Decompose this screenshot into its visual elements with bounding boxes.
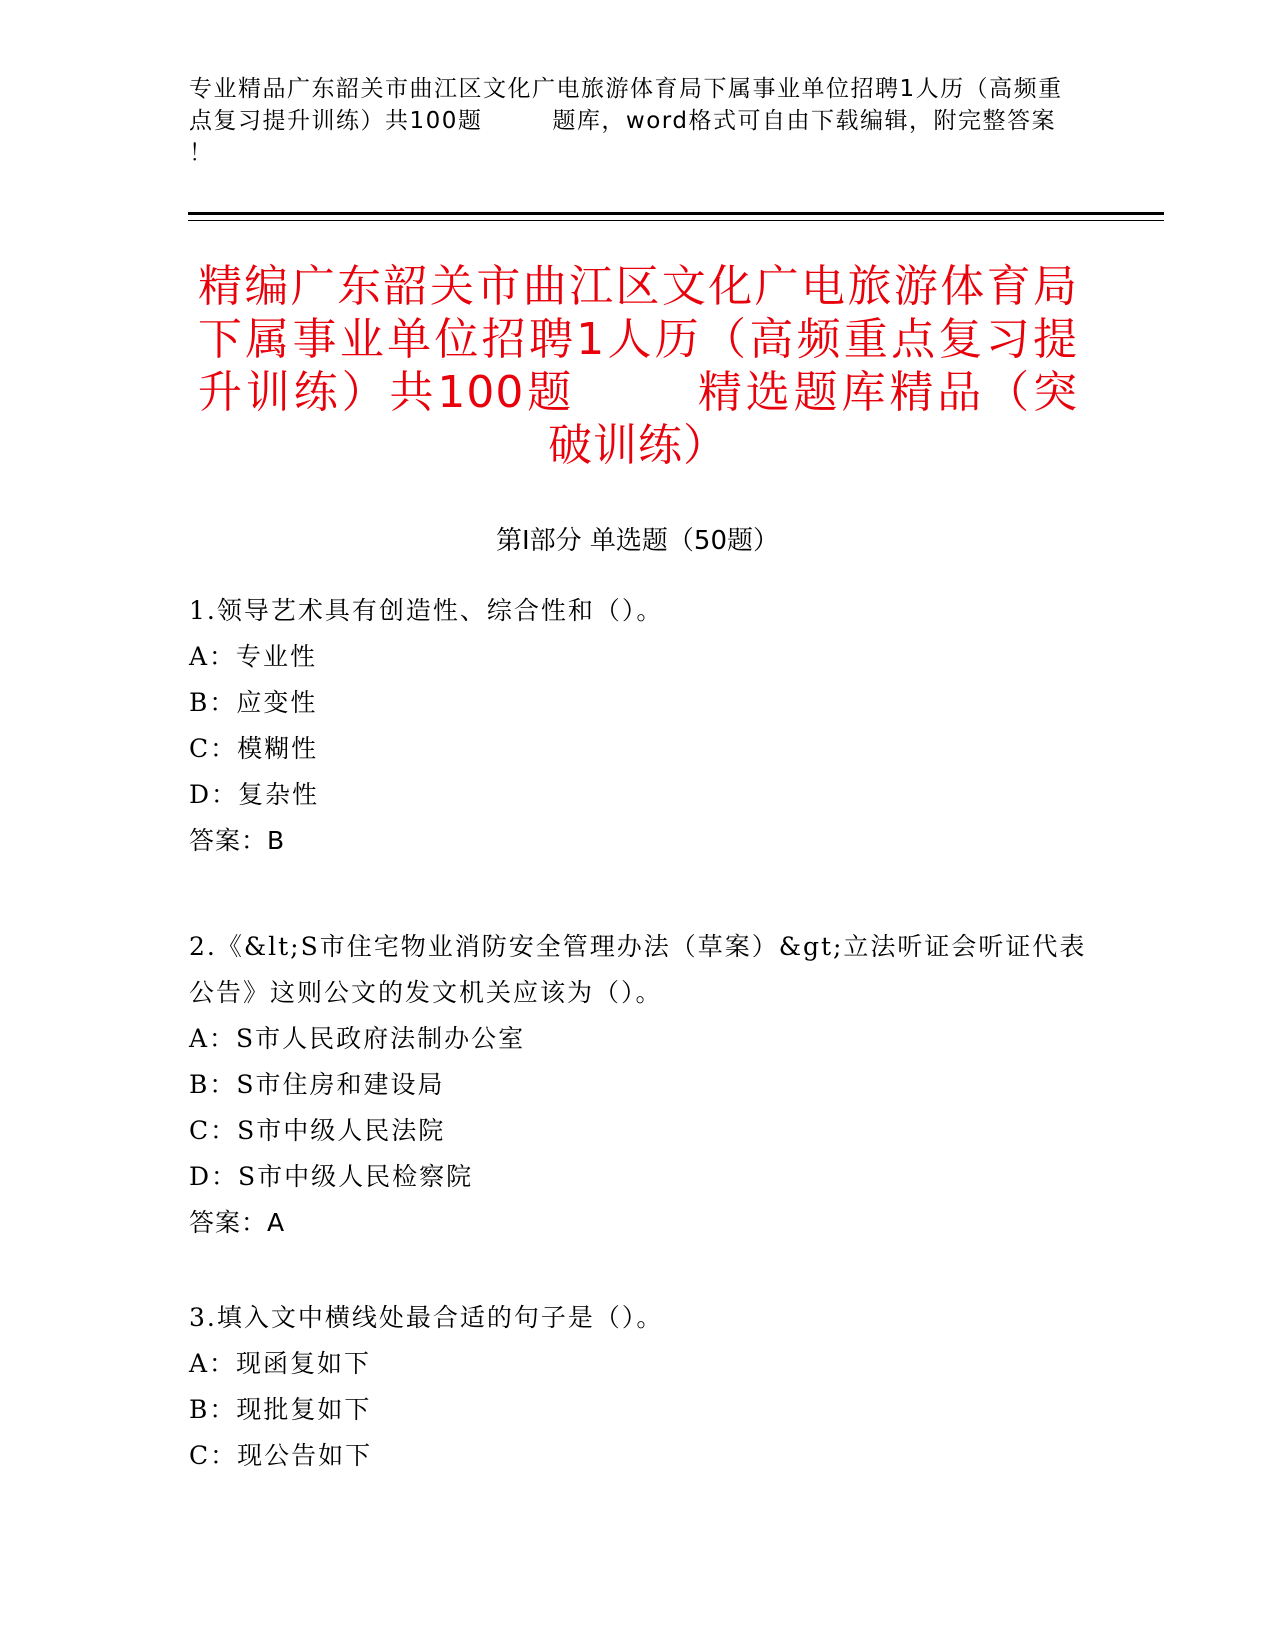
answer: 答案：B bbox=[189, 826, 286, 855]
question-stem: 3.填入文中横线处最合适的句子是（）。 bbox=[189, 1303, 664, 1332]
header-line-2a: 点复习提升训练）共100题 bbox=[189, 108, 483, 134]
option-c: C：模糊性 bbox=[189, 734, 319, 763]
title-part-2: 精选题库精品（突破训练） bbox=[548, 367, 1079, 471]
option-b: B：S市住房和建设局 bbox=[189, 1070, 445, 1099]
header-line-3: ！ bbox=[189, 140, 214, 166]
option-b: B：应变性 bbox=[189, 688, 318, 717]
option-c: C：S市中级人民法院 bbox=[189, 1116, 446, 1145]
option-b: B：现批复如下 bbox=[189, 1395, 372, 1424]
option-a: A：现函复如下 bbox=[189, 1349, 372, 1378]
option-a: A：专业性 bbox=[189, 642, 318, 671]
question-3 bbox=[189, 1295, 1089, 1479]
header-line-2b: 题库，word格式可自由下载编辑，附完整答案 bbox=[552, 108, 1056, 134]
section-heading: 第Ⅰ部分 单选题（50题） bbox=[495, 526, 780, 556]
option-a: A：S市人民政府法制办公室 bbox=[189, 1024, 526, 1053]
title-part-1: 精编广东韶关市曲江区文化广电旅游体育局下属事业单位招聘1人历（高频重点复习提升训练）共100题 bbox=[198, 261, 1078, 418]
question-stem: 1.领导艺术具有创造性、综合性和（）。 bbox=[189, 596, 664, 625]
page-header bbox=[189, 73, 1089, 169]
header-divider-thin bbox=[188, 220, 1164, 221]
question-stem: 2.《&lt;S市住宅物业消防安全管理办法（草案）&gt;立法听证会听证代表公告》这则公文的发文机关应该为（）。 bbox=[189, 932, 1087, 1007]
option-d: D：S市中级人民检察院 bbox=[189, 1162, 474, 1191]
header-divider-thick bbox=[188, 212, 1164, 215]
answer: 答案：A bbox=[189, 1208, 286, 1237]
question-1 bbox=[189, 588, 1089, 864]
header-line-1: 专业精品广东韶关市曲江区文化广电旅游体育局下属事业单位招聘1人历（高频重 bbox=[189, 76, 1063, 102]
question-2 bbox=[189, 924, 1089, 1246]
option-d: D：复杂性 bbox=[189, 780, 320, 809]
option-c: C：现公告如下 bbox=[189, 1441, 373, 1470]
document-title bbox=[198, 260, 1078, 472]
